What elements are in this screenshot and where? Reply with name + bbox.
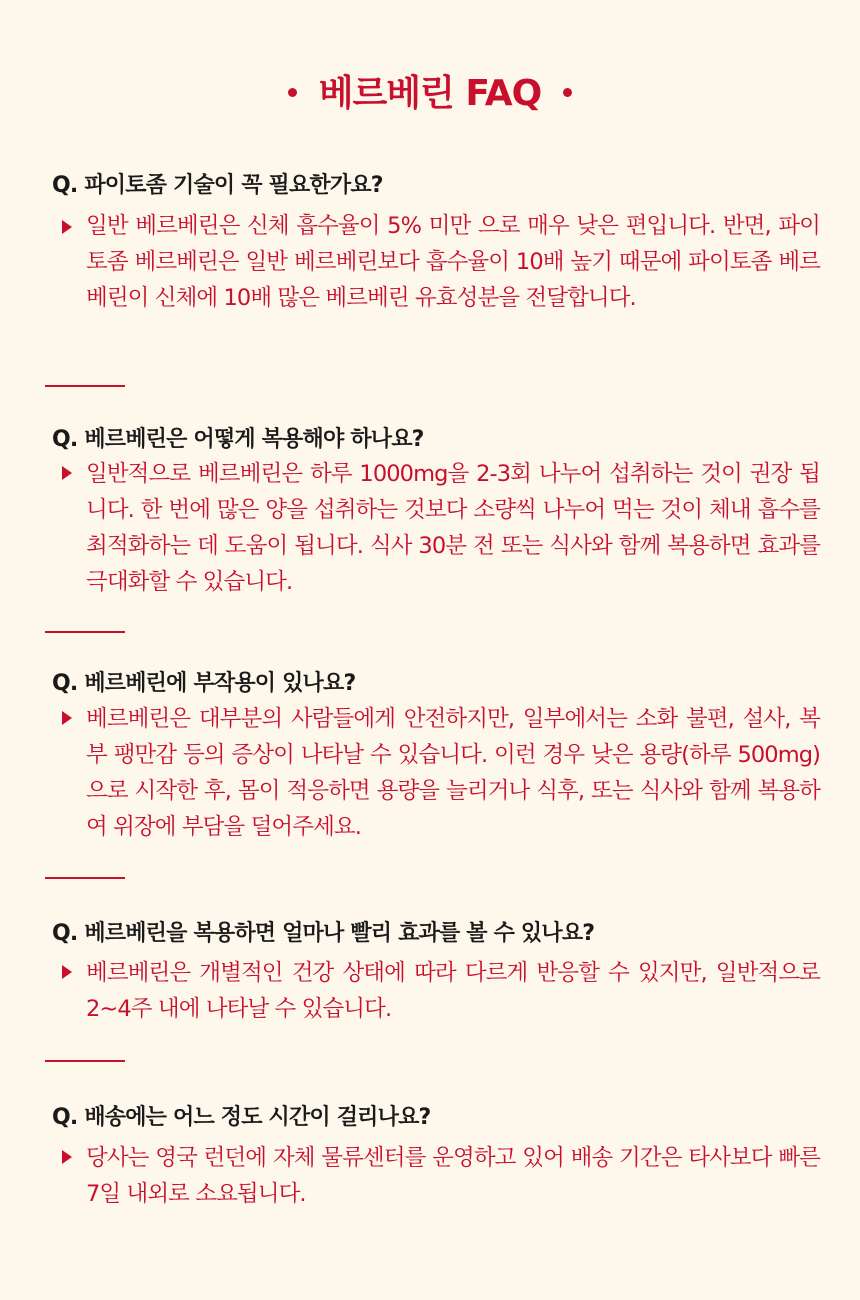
faq-question: Q. 베르베린을 복용하면 얼마나 빨리 효과를 볼 수 있나요? xyxy=(52,921,595,946)
triangle-right-icon xyxy=(62,1150,72,1164)
triangle-right-icon xyxy=(62,711,72,725)
triangle-right-icon xyxy=(62,220,72,234)
bullet-dot-right xyxy=(563,88,572,97)
faq-answer: 당사는 영국 런던에 자체 물류센터를 운영하고 있어 배송 기간은 타사보다 빠른 7일 내외로 소요됩니다. xyxy=(86,1145,820,1207)
faq-question: Q. 파이토좀 기술이 꼭 필요한가요? xyxy=(52,173,383,198)
section-divider xyxy=(45,385,125,387)
section-divider xyxy=(45,877,125,879)
section-divider xyxy=(45,631,125,633)
triangle-right-icon xyxy=(62,466,72,480)
faq-question: Q. 배송에는 어느 정도 시간이 걸리나요? xyxy=(52,1105,431,1130)
section-divider xyxy=(45,1060,125,1062)
page-title xyxy=(0,64,860,124)
bullet-dot-left xyxy=(288,88,297,97)
faq-question: Q. 베르베린에 부작용이 있나요? xyxy=(52,671,356,696)
faq-answer: 베르베린은 대부분의 사람들에게 안전하지만, 일부에서는 소화 불편, 설사, 복부 팽만감 등의 증상이 나타날 수 있습니다. 이런 경우 낮은 용량(하루 500mg)으로 시작한 후, 몸이 적응하면 용량을 늘리거나 식후, 또는 식사와 함께 복용하여 위장에 부담을 덜어주세요. xyxy=(86,706,820,840)
faq-answer: 일반 베르베린은 신체 흡수율이 5% 미만 으로 매우 낮은 편입니다. 반면, 파이토좀 베르베린은 일반 베르베린보다 흡수율이 10배 높기 때문에 파이토좀 베르베린이 신체에 10배 많은 베르베린 유효성분을 전달합니다. xyxy=(86,213,820,311)
faq-question: Q. 베르베린은 어떻게 복용해야 하나요? xyxy=(52,427,424,452)
faq-answer: 일반적으로 베르베린은 하루 1000mg을 2-3회 나누어 섭취하는 것이 권장 됩니다. 한 번에 많은 양을 섭취하는 것보다 소량씩 나누어 먹는 것이 체내 흡수를 최적화하는 데 도움이 됩니다. 식사 30분 전 또는 식사와 함께 복용하면 효과를 극대화할 수 있습니다. xyxy=(86,461,820,595)
faq-answer: 베르베린은 개별적인 건강 상태에 따라 다르게 반응할 수 있지만, 일반적으로 2~4주 내에 나타날 수 있습니다. xyxy=(86,960,820,1022)
page-title-text: 베르베린 FAQ xyxy=(318,73,542,114)
triangle-right-icon xyxy=(62,965,72,979)
